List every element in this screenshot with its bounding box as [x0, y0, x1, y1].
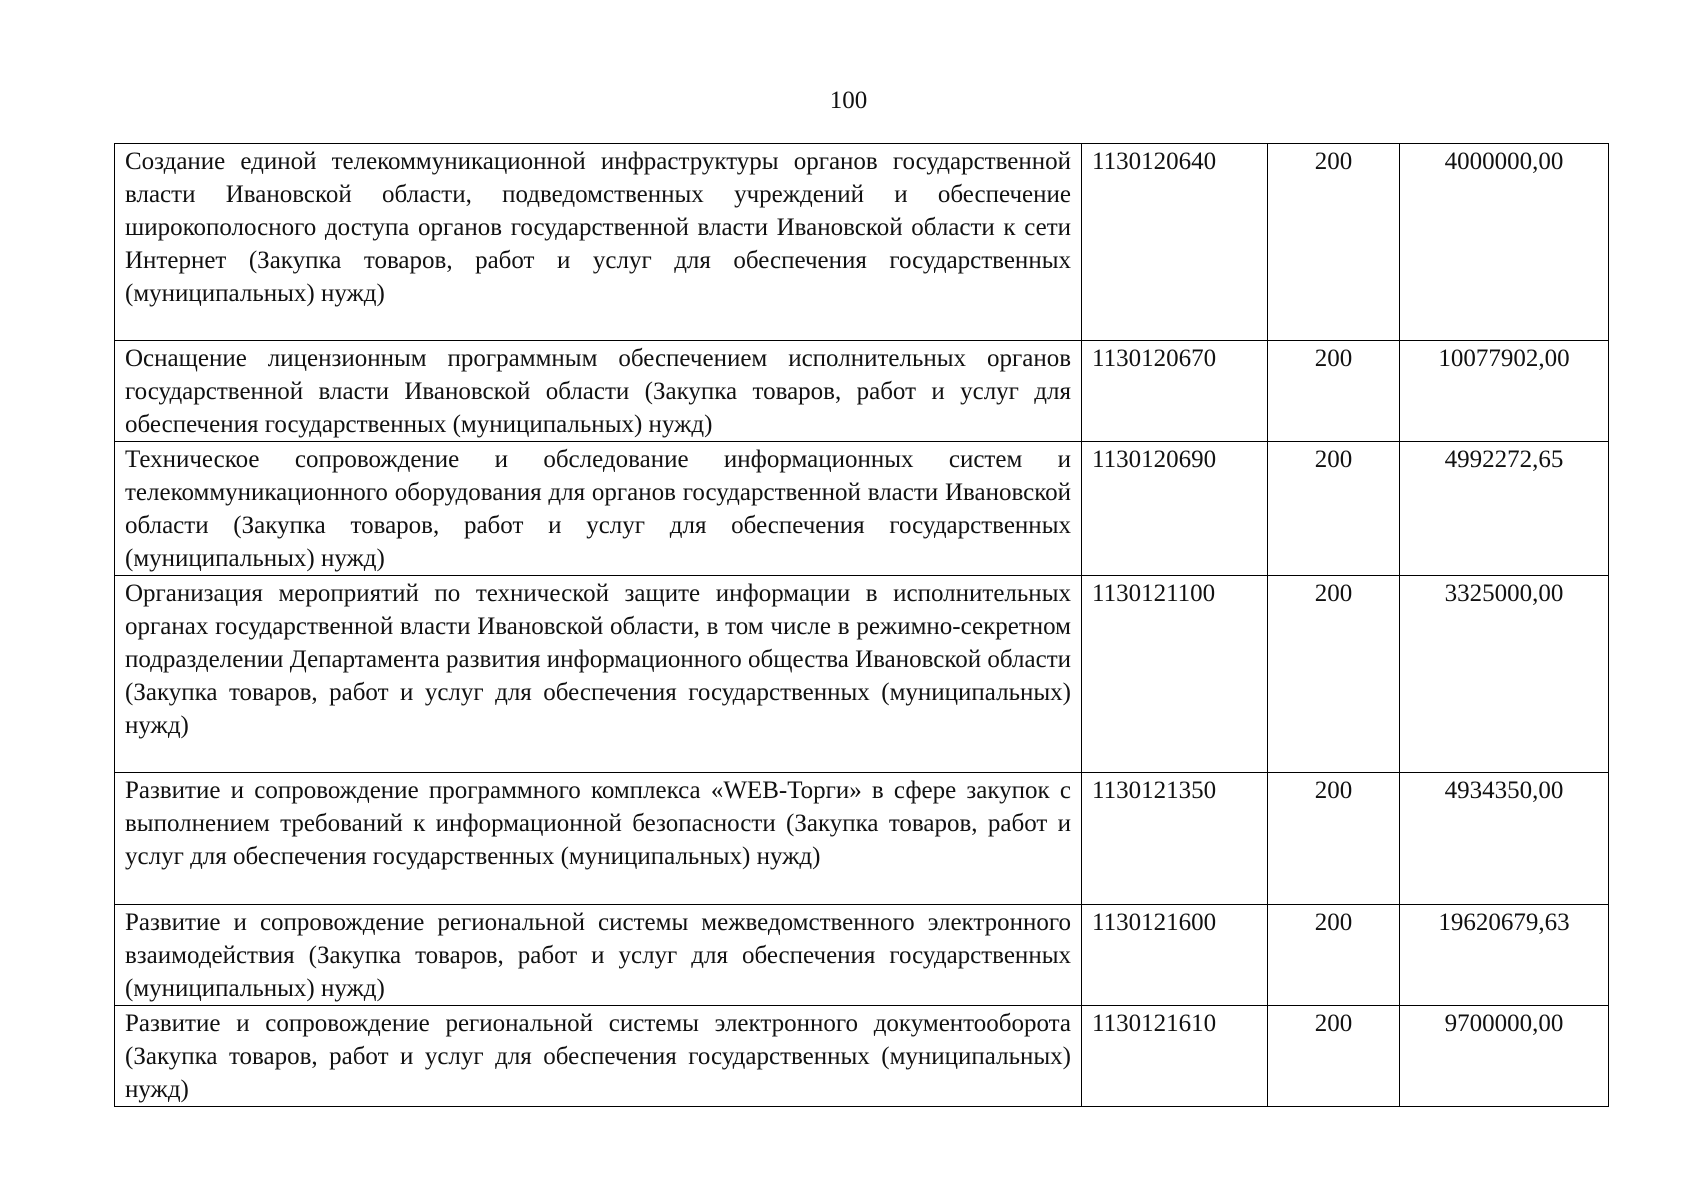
row-description: Техническое сопровождение и обследование информационных систем и телекоммуникационного оборудования для органов государственной власти Ивановской области (Закупка товаров, работ и услуг для обеспечения государственных (муниципальных) нужд) [115, 442, 1082, 576]
row-description: Развитие и сопровождение региональной системы электронного документооборота (Закупка товаров, работ и услуг для обеспечения государственных (муниципальных) нужд) [115, 1006, 1082, 1107]
row-description: Создание единой телекоммуникационной инфраструктуры органов государственной власти Ивановской области, подведомственных учреждений и обеспечение широкополосного доступа органов государственной власти Ивановской области к сети Интернет (Закупка товаров, работ и услуг для обеспечения государственных (муниципальных) нужд) [115, 144, 1082, 341]
row-type: 200 [1268, 144, 1400, 341]
row-code: 1130120690 [1082, 442, 1268, 576]
row-type: 200 [1268, 341, 1400, 442]
row-amount: 19620679,63 [1400, 905, 1609, 1006]
row-description: Развитие и сопровождение программного комплекса «WEB-Торги» в сфере закупок с выполнением требований к информационной безопасности (Закупка товаров, работ и услуг для обеспечения государственных (муниципальных) нужд) [115, 773, 1082, 905]
row-amount: 4000000,00 [1400, 144, 1609, 341]
row-description: Развитие и сопровождение региональной системы межведомственного электронного взаимодействия (Закупка товаров, работ и услуг для обеспечения государственных (муниципальных) нужд) [115, 905, 1082, 1006]
table-row [115, 1006, 1609, 1107]
row-type: 200 [1268, 1006, 1400, 1107]
table-row [115, 442, 1609, 576]
row-amount: 4992272,65 [1400, 442, 1609, 576]
row-amount: 4934350,00 [1400, 773, 1609, 905]
row-amount: 10077902,00 [1400, 341, 1609, 442]
table-row [115, 144, 1609, 341]
row-amount: 9700000,00 [1400, 1006, 1609, 1107]
row-code: 1130120670 [1082, 341, 1268, 442]
row-type: 200 [1268, 905, 1400, 1006]
table-row [115, 341, 1609, 442]
table-row [115, 905, 1609, 1006]
row-code: 1130120640 [1082, 144, 1268, 341]
budget-table [114, 143, 1609, 1107]
row-code: 1130121610 [1082, 1006, 1268, 1107]
row-description: Организация мероприятий по технической защите информации в исполнительных органах государственной власти Ивановской области, в том числе в режимно-секретном подразделении Департамента развития информационного общества Ивановской области (Закупка товаров, работ и услуг для обеспечения государственных (муниципальных) нужд) [115, 576, 1082, 773]
row-description: Оснащение лицензионным программным обеспечением исполнительных органов государственной власти Ивановской области (Закупка товаров, работ и услуг для обеспечения государственных (муниципальных) нужд) [115, 341, 1082, 442]
row-type: 200 [1268, 773, 1400, 905]
row-code: 1130121100 [1082, 576, 1268, 773]
row-type: 200 [1268, 576, 1400, 773]
page-number: 100 [829, 87, 868, 114]
row-type: 200 [1268, 442, 1400, 576]
row-code: 1130121350 [1082, 773, 1268, 905]
row-amount: 3325000,00 [1400, 576, 1609, 773]
row-code: 1130121600 [1082, 905, 1268, 1006]
table-row [115, 576, 1609, 773]
table-row [115, 773, 1609, 905]
